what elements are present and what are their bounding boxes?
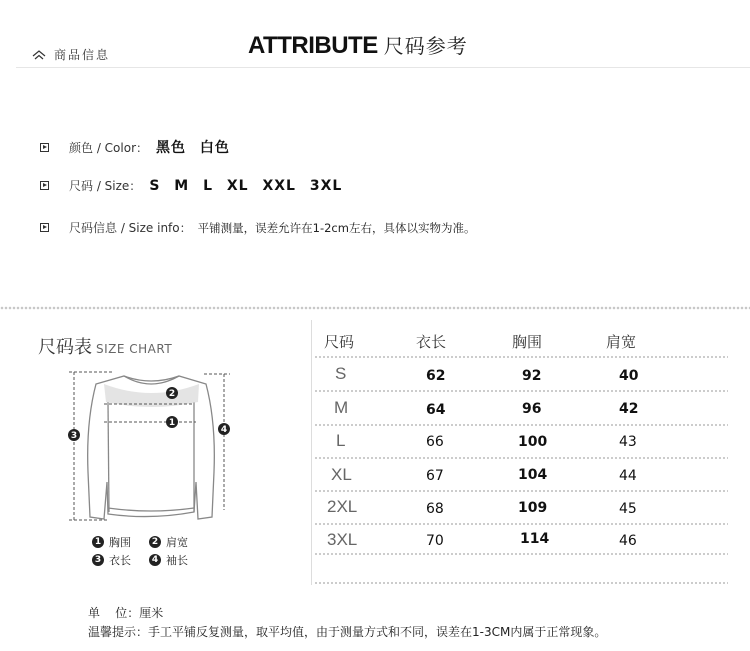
product-info-label: 商品信息 [54,48,111,62]
row-divider [314,457,728,459]
garment-diagram [64,362,239,536]
diagram-legend-row-2 [92,552,206,568]
product-info-heading [32,46,110,63]
table-cell: 42 [619,401,639,417]
column-header-shoulder: 肩宽 [606,333,637,351]
legend-number: 4 [149,554,161,566]
table-cell: 104 [518,467,548,483]
table-cell: 68 [426,501,444,517]
table-cell: 62 [426,368,446,384]
column-header-chest: 胸围 [512,333,543,351]
measurement-tip: 温馨提示：手工平铺反复测量，取平均值，由于测量方式和不同，误差在1-3CM内属于正常现象。 [88,625,607,639]
size-chart-title [38,333,172,359]
chevron-up-icon [32,50,46,60]
row-divider [314,553,728,555]
legend-label: 肩宽 [166,536,188,549]
table-cell: 40 [619,368,639,384]
table-cell-size: 3XL [327,530,358,549]
row-divider [314,424,728,426]
title-english: ATTRIBUTE [248,32,378,59]
table-cell: 45 [619,501,637,517]
attribute-size [40,177,342,194]
attribute-color [40,137,230,157]
table-cell: 66 [426,434,444,450]
table-cell-size: S [335,364,347,383]
row-divider [314,490,728,492]
play-bullet-icon [40,223,49,232]
legend-number: 1 [92,536,104,548]
table-cell: 96 [522,401,542,417]
table-cell: 43 [619,434,637,450]
chart-separator [311,320,312,585]
svg-text:1: 1 [168,418,176,428]
table-cell: 44 [619,468,637,484]
table-cell-size: 2XL [327,497,358,516]
attribute-value: 平铺测量，误差允许在1-2cm左右，具体以实物为准。 [197,220,476,235]
size-chart-title-cn: 尺码表 [38,337,92,358]
attribute-size-info [40,219,475,236]
row-divider [314,582,728,584]
table-cell: 92 [522,368,542,384]
diagram-legend-row-1 [92,534,206,550]
svg-text:2: 2 [168,389,176,399]
table-cell-size: XL [331,465,352,484]
attribute-label: 尺码信息 / Size info： [69,221,192,235]
size-chart-title-en: SIZE CHART [96,342,173,356]
table-cell: 70 [426,533,444,549]
attribute-value: S M L XL XXL 3XL [149,177,343,194]
svg-text:4: 4 [220,425,228,435]
legend-label: 袖长 [166,554,188,567]
legend-label: 衣长 [109,554,131,567]
table-cell: 67 [426,468,444,484]
table-cell: 109 [518,500,548,516]
column-header-length: 衣长 [416,333,447,351]
row-divider [314,390,728,392]
page-title [248,30,468,60]
row-divider [314,523,728,525]
attribute-value: 黑色 白色 [156,140,230,156]
table-cell-size: M [334,398,349,417]
title-chinese: 尺码参考 [383,34,468,58]
table-cell: 100 [518,434,548,450]
legend-number: 2 [149,536,161,548]
column-header-size: 尺码 [324,333,355,351]
table-cell: 64 [426,402,446,418]
table-cell: 114 [520,531,550,547]
attribute-label: 颜色 / Color： [69,140,149,155]
section-divider [0,306,750,310]
play-bullet-icon [40,143,49,152]
legend-label: 胸围 [109,536,131,549]
row-divider [314,356,728,358]
legend-number: 3 [92,554,104,566]
unit-note: 单 位：厘米 [88,606,164,620]
header-divider [16,67,750,68]
table-cell-size: L [336,431,346,450]
attribute-label: 尺码 / Size： [69,179,142,193]
svg-text:3: 3 [70,431,78,441]
table-cell: 46 [619,533,637,549]
play-bullet-icon [40,181,49,190]
